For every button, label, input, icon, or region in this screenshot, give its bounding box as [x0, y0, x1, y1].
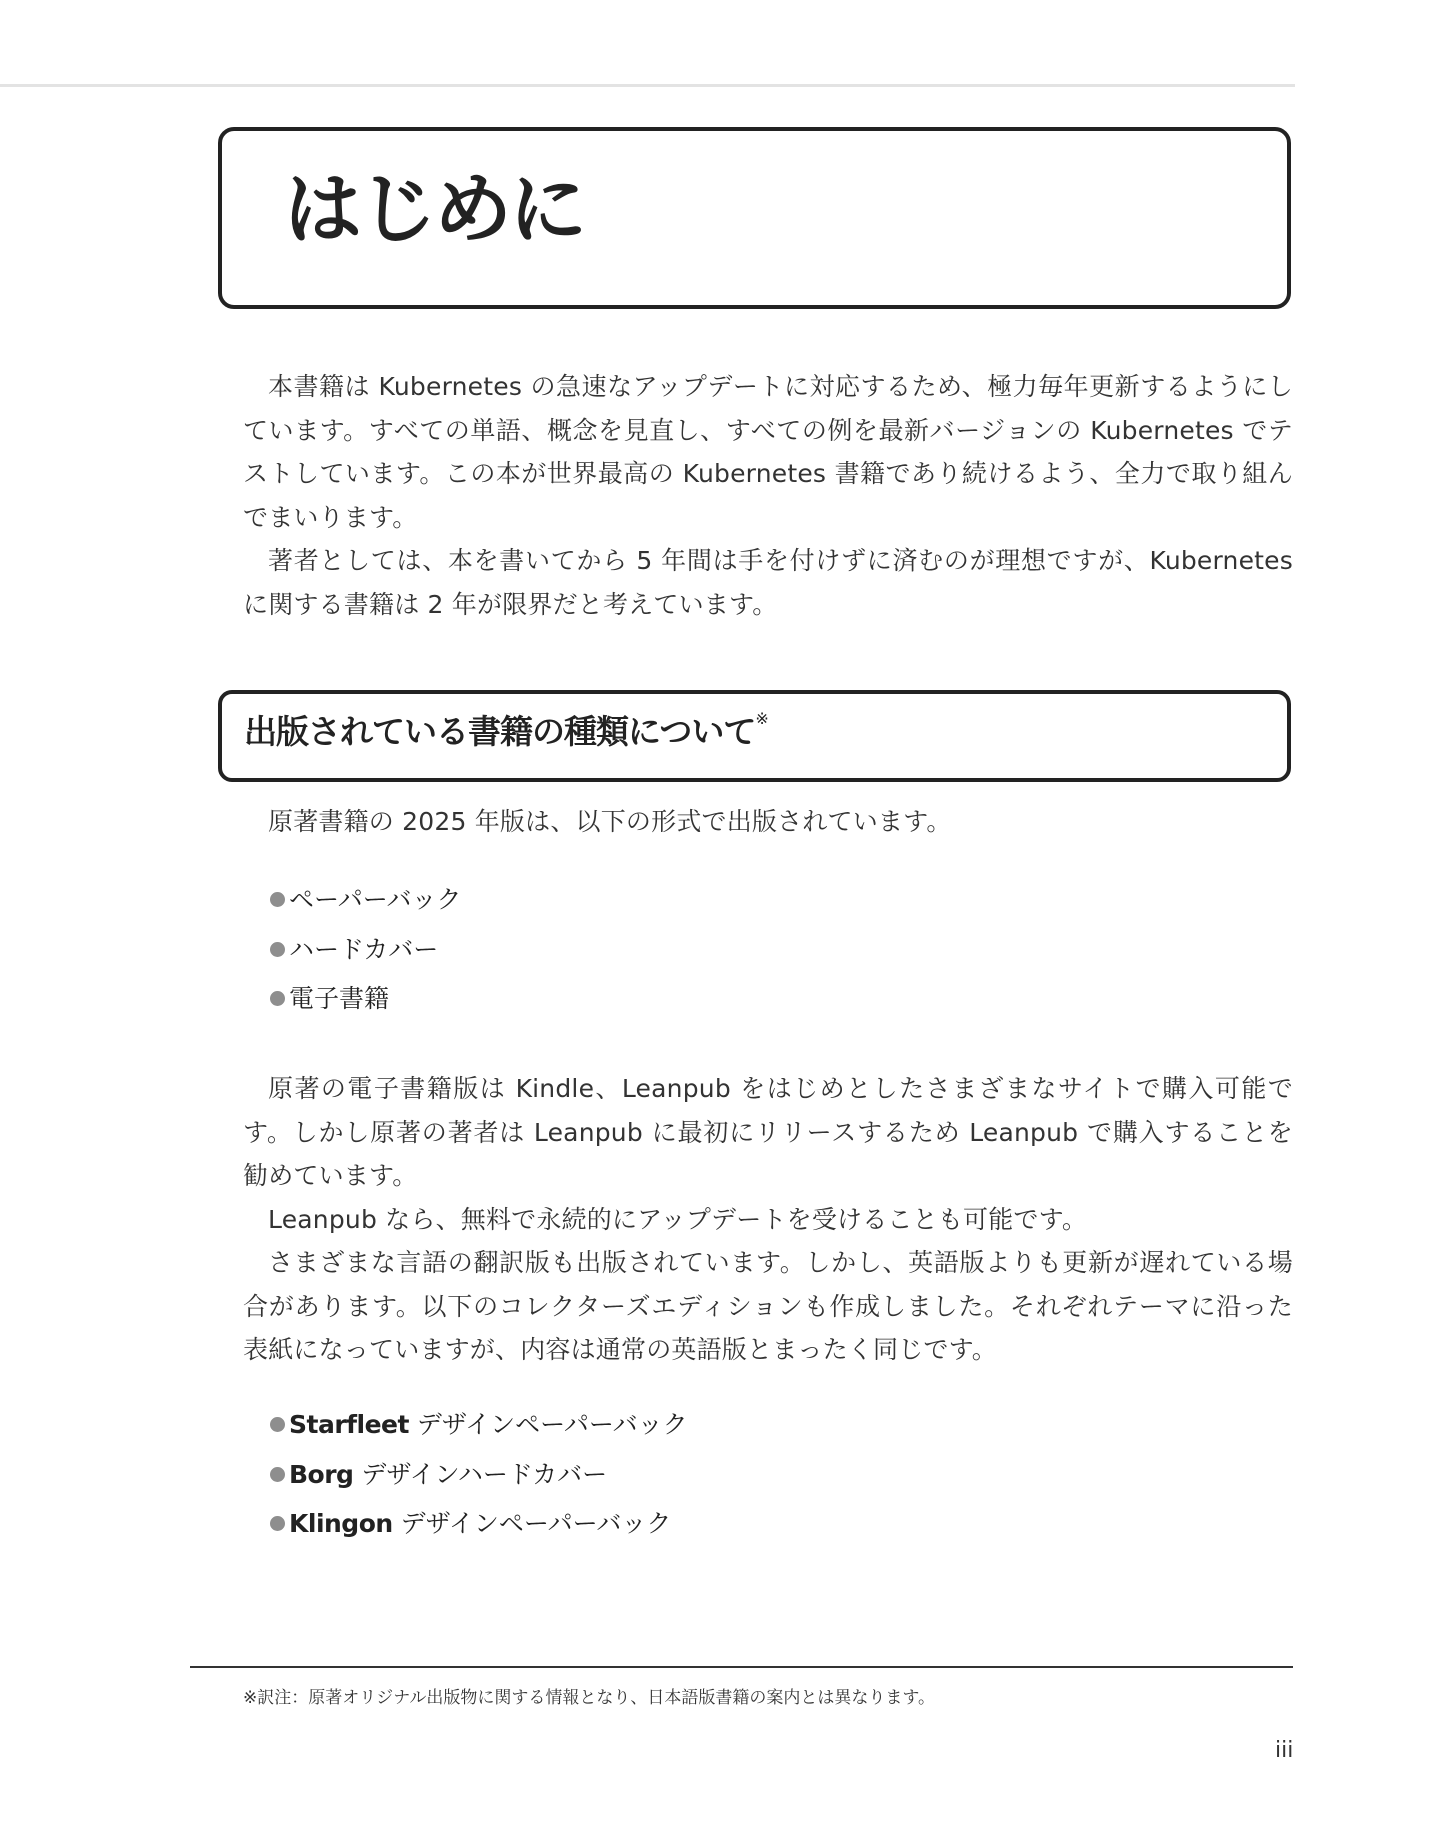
- purchase-text: [243, 1067, 1293, 1372]
- list-item: [270, 925, 462, 975]
- bullet-icon: [270, 892, 285, 907]
- bullet-icon: [270, 1516, 285, 1531]
- edition-desc: デザインハードカバー: [353, 1459, 608, 1489]
- intro-paragraph-2: 著者としては、本を書いてから 5 年間は手を付けずに済むのが理想ですが、Kubernetes に関する書籍は 2 年が限界だと考えています。: [243, 546, 1293, 619]
- list-item: [270, 974, 462, 1024]
- list-item-label: ペーパーバック: [289, 885, 462, 914]
- bullet-icon: [270, 1467, 285, 1482]
- edition-desc: デザインペーパーバック: [392, 1509, 672, 1538]
- top-rule: [0, 84, 1295, 87]
- editions-list: [270, 1400, 688, 1549]
- list-item: [270, 875, 462, 925]
- purchase-paragraph-3: さまざまな言語の翻訳版も出版されています。しかし、英語版よりも更新が遅れている場合があります。以下のコレクターズエディションも作成しました。それぞれテーマに沿った表紙になっていますが、内容は通常の英語版とまったく同じです。: [243, 1248, 1293, 1364]
- footnote-rule: [190, 1666, 1293, 1668]
- chapter-title-box: [218, 127, 1291, 309]
- list-item: [270, 1499, 688, 1549]
- purchase-paragraph-2: Leanpub なら、無料で永続的にアップデートを受けることも可能です。: [268, 1204, 1088, 1234]
- bullet-icon: [270, 1417, 285, 1432]
- section-lead: [243, 800, 1293, 844]
- section-title: [244, 709, 768, 751]
- list-item: [270, 1400, 688, 1450]
- list-item-label: 電子書籍: [289, 984, 390, 1013]
- formats-list: [270, 875, 462, 1024]
- section-lead-paragraph: 原著書籍の 2025 年版は、以下の形式で出版されています。: [268, 807, 952, 836]
- section-heading-box: [218, 690, 1291, 782]
- intro-paragraph-1: 本書籍は Kubernetes の急速なアップデートに対応するため、極力毎年更新するようにしています。すべての単語、概念を見直し、すべての例を最新バージョンの Kubernetes でテストしています。この本が世界最高の Kubernetes 書籍であり続けるよう、全力で取り組んでまいります。: [243, 372, 1293, 532]
- section-title-text: 出版されている書籍の種類について: [244, 712, 756, 751]
- edition-name: Borg: [289, 1459, 354, 1489]
- footnote: ※訳注：原著オリジナル出版物に関する情報となり、日本語版書籍の案内とは異なります。: [243, 1688, 936, 1708]
- list-item: [270, 1450, 688, 1500]
- intro-text: [243, 365, 1293, 626]
- footnote-mark: ※: [755, 709, 768, 728]
- purchase-paragraph-1: 原著の電子書籍版は Kindle、Leanpub をはじめとしたさまざまなサイトで購入可能です。しかし原著の著者は Leanpub に最初にリリースするため Leanpub で購入することを勧めています。: [243, 1074, 1293, 1190]
- edition-name: Starfleet: [289, 1410, 409, 1439]
- bullet-icon: [270, 991, 285, 1006]
- chapter-title: はじめに: [284, 165, 585, 255]
- bullet-icon: [270, 942, 285, 957]
- edition-desc: デザインペーパーバック: [408, 1410, 688, 1439]
- edition-name: Klingon: [289, 1509, 393, 1538]
- list-item-label: ハードカバー: [289, 934, 439, 964]
- page-number: iii: [1275, 1738, 1294, 1763]
